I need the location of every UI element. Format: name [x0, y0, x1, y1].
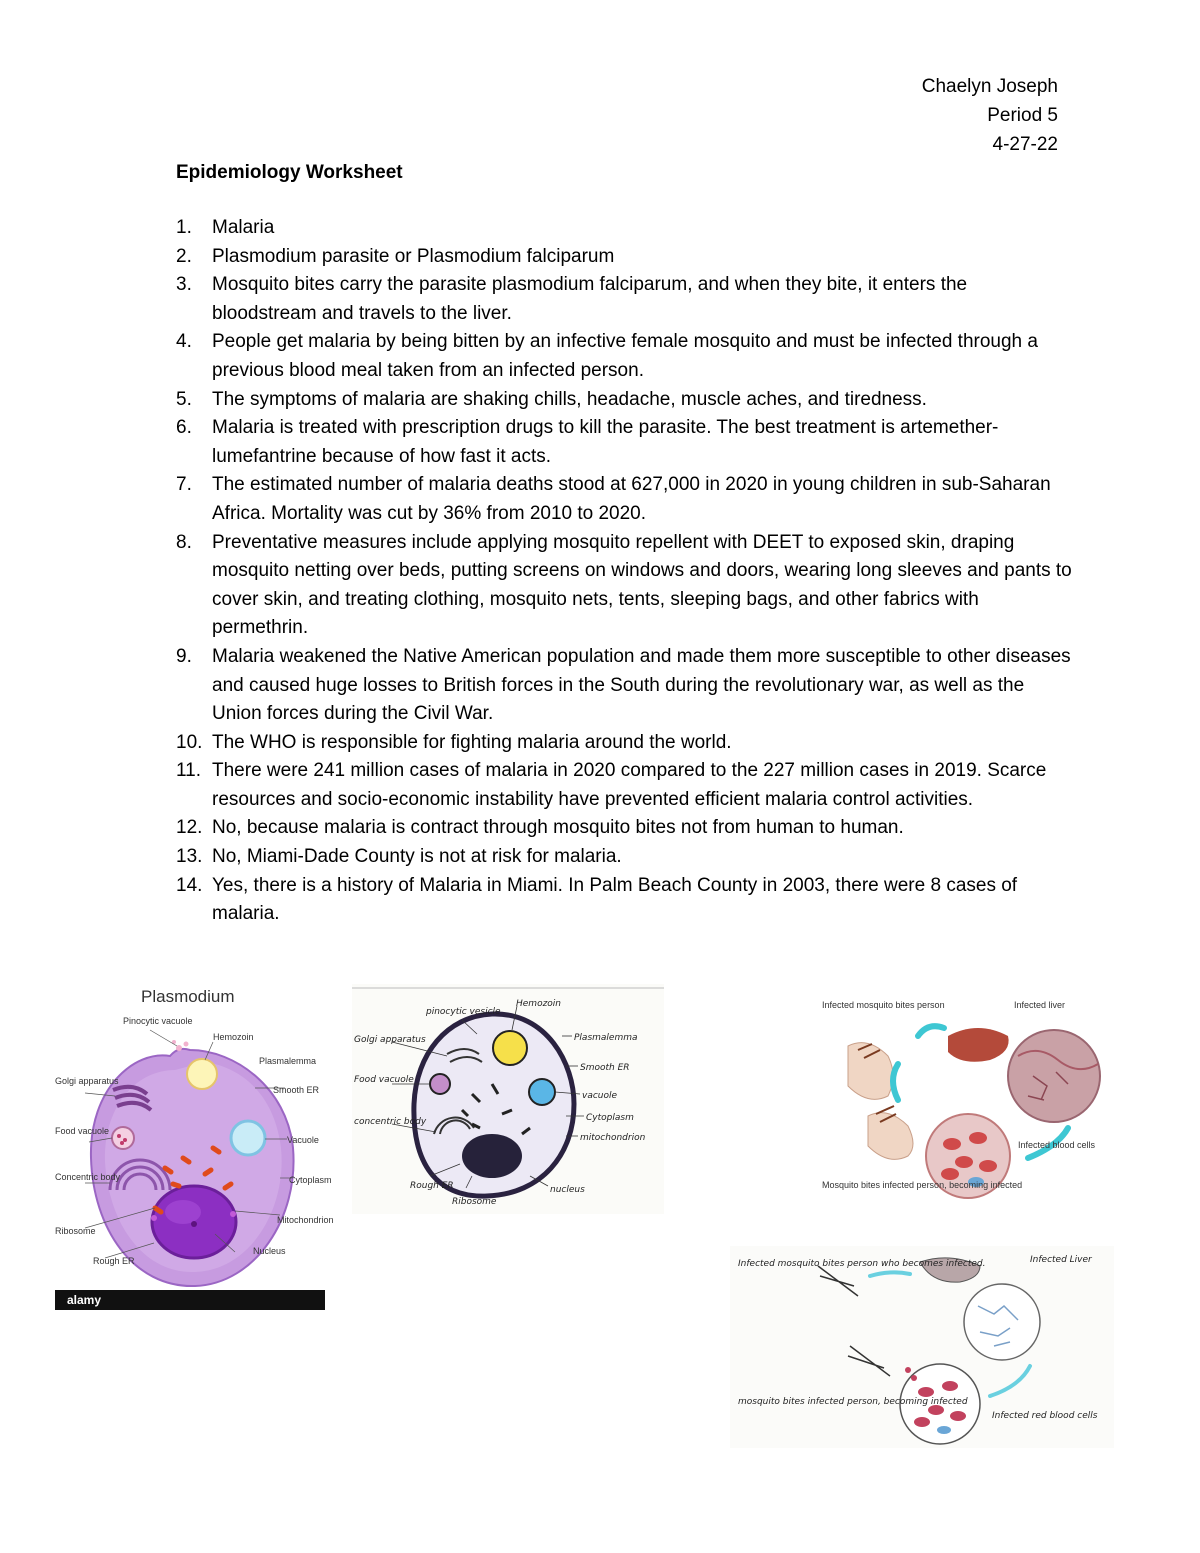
answer-item [176, 729, 1076, 758]
cycle-label-infected-bites: Infected mosquito bites person [822, 1000, 945, 1010]
answer-number: 8. [176, 531, 192, 553]
answer-item [176, 757, 1076, 814]
cycle-label-infected-liver: Infected liver [1014, 1000, 1066, 1010]
answer-text: There were 241 million cases of malaria in 2020 compared to the 227 million cases in 2019. Scarce resources and socio-economic instability have prevented efficient malaria control activities. [212, 760, 1047, 810]
sketch-label-plasmalemma: Plasmalemma [574, 1033, 638, 1043]
plasmodium-label-ribosome: Ribosome [55, 1226, 96, 1236]
answer-text: The symptoms of malaria are shaking chills, headache, muscle aches, and tiredness. [212, 388, 927, 410]
plasmodium-label-concentric: Concentric body [55, 1172, 121, 1182]
sketch-label-vacuole: vacuole [582, 1091, 618, 1101]
cycle-label-infected-cells: Infected blood cells [1018, 1140, 1096, 1150]
plasmodium-label-food-vacuole: Food vacuole [55, 1126, 110, 1136]
answer-number: 13. [176, 846, 203, 868]
alamy-watermark: alamy [67, 1293, 102, 1307]
answer-number: 2. [176, 245, 192, 267]
answer-item [176, 643, 1076, 729]
class-period: Period 5 [987, 105, 1058, 126]
plasmodium-label-golgi: Golgi apparatus [55, 1076, 119, 1086]
plasmodium-diagram [55, 978, 334, 1310]
plasmodium-label-mitochondrion: Mitochondrion [277, 1215, 334, 1225]
sketch-label-smooth-er: Smooth ER [580, 1063, 630, 1073]
sketch-label-ribosome: Ribosome [452, 1197, 497, 1207]
answer-number: 6. [176, 417, 192, 439]
answer-number: 7. [176, 474, 192, 496]
answer-item [176, 414, 1076, 471]
plasmodium-label-cytoplasm: Cytoplasm [289, 1175, 332, 1185]
plasmodium-label-vacuole: Vacuole [287, 1135, 319, 1145]
answer-item [176, 214, 1076, 243]
plasmodium-sketch-svg [352, 984, 664, 1214]
answer-number: 10. [176, 731, 203, 753]
answer-text: The WHO is responsible for fighting malaria around the world. [212, 731, 732, 753]
sketch-label-cytoplasm: Cytoplasm [586, 1113, 634, 1123]
answer-text: Malaria is treated with prescription drugs to kill the parasite. The best treatment is artemether-lumefantrine because of how fast it acts. [212, 417, 999, 467]
answer-number: 3. [176, 274, 192, 296]
cycle-sketch-label-mosquito-bites: mosquito bites infected person, becoming infected [738, 1397, 968, 1407]
cycle-label-mosquito-bites: Mosquito bites infected person, becoming infected [822, 1180, 1023, 1190]
plasmodium-title: Plasmodium [141, 987, 235, 1006]
answer-number: 12. [176, 817, 203, 839]
answer-text: Yes, there is a history of Malaria in Miami. In Palm Beach County in 2003, there were 8 cases of malaria. [212, 874, 1018, 925]
answer-text: No, Miami-Dade County is not at risk for malaria. [212, 846, 622, 868]
sketch-label-mitochondrion: mitochondrion [580, 1133, 646, 1143]
sketch-label-nucleus: nucleus [550, 1185, 585, 1195]
answer-number: 11. [176, 760, 202, 782]
answer-text: People get malaria by being bitten by an infective female mosquito and must be infected through a previous blood meal taken from an infected person. [212, 331, 1038, 381]
answer-number: 1. [176, 217, 192, 238]
malaria-cycle-svg [818, 996, 1108, 1206]
plasmodium-sketch [352, 984, 664, 1214]
answer-text: Plasmodium parasite or Plasmodium falciparum [212, 245, 615, 267]
student-header [922, 72, 1058, 159]
malaria-cycle-sketch [730, 1246, 1114, 1448]
plasmodium-label-hemozoin: Hemozoin [213, 1032, 254, 1042]
plasmodium-label-rough-er: Rough ER [93, 1256, 135, 1266]
answer-item [176, 529, 1076, 643]
answer-item [176, 386, 1076, 415]
malaria-cycle-diagram [818, 996, 1108, 1206]
plasmodium-label-smooth-er: Smooth ER [273, 1085, 320, 1095]
sketch-label-rough-er: Rough ER [410, 1181, 454, 1191]
answer-item [176, 328, 1076, 385]
answer-number: 5. [176, 388, 192, 410]
answer-text: The estimated number of malaria deaths stood at 627,000 in 2020 in young children in sub-Saharan Africa. Mortality was cut by 36% from 2010 to 2020. [212, 474, 1051, 524]
answer-number: 4. [176, 331, 192, 353]
sketch-label-food-vacuole: Food vacuole [354, 1075, 414, 1085]
answer-text: Mosquito bites carry the parasite plasmodium falciparum, and when they bite, it enters the bloodstream and travels to the liver. [212, 274, 968, 324]
sketch-label-golgi: Golgi apparatus [354, 1035, 426, 1045]
worksheet-title: Epidemiology Worksheet [176, 162, 403, 183]
malaria-cycle-sketch-svg [730, 1246, 1114, 1448]
cycle-sketch-label-infected-cells: Infected red blood cells [992, 1411, 1098, 1421]
answer-text: Preventative measures include applying mosquito repellent with DEET to exposed skin, draping mosquito netting over beds, putting screens on windows and doors, wearing long sleeves and pants to cover skin, and treating clothing, mosquito nets, tents, sleeping bags, and other fabrics with permethrin. [212, 531, 1072, 639]
sketch-label-hemozoin: Hemozoin [516, 999, 562, 1009]
sketch-label-pinocytic: pinocytic vesicle [426, 1007, 501, 1017]
answer-text: Malaria [212, 217, 275, 238]
answer-number: 9. [176, 645, 192, 667]
answer-item [176, 814, 1076, 843]
cycle-sketch-label-infected-liver: Infected Liver [1030, 1255, 1092, 1265]
answer-number: 14. [176, 874, 203, 896]
answer-item [176, 872, 1076, 929]
answers-list [176, 214, 1076, 929]
answer-item [176, 271, 1076, 328]
cycle-sketch-label-infected-bites: Infected mosquito bites person who becomes infected. [738, 1259, 986, 1269]
student-name: Chaelyn Joseph [921, 76, 1058, 97]
plasmodium-label-pinocytic: Pinocytic vacuole [123, 1016, 193, 1026]
answer-item [176, 843, 1076, 872]
plasmodium-diagram-svg [55, 978, 334, 1310]
sketch-label-concentric: concentric body [354, 1117, 427, 1127]
answer-text: No, because malaria is contract through mosquito bites not from human to human. [212, 817, 904, 839]
plasmodium-label-nucleus: Nucleus [253, 1246, 286, 1256]
answer-item [176, 471, 1076, 528]
plasmodium-label-plasmalemma: Plasmalemma [259, 1056, 317, 1066]
date: 4-27-22 [992, 134, 1058, 155]
answer-text: Malaria weakened the Native American population and made them more susceptible to other diseases and caused huge losses to British forces in the South during the revolutionary war, as well as the Union forces during the Civil War. [212, 645, 1071, 725]
answer-item [176, 243, 1076, 272]
